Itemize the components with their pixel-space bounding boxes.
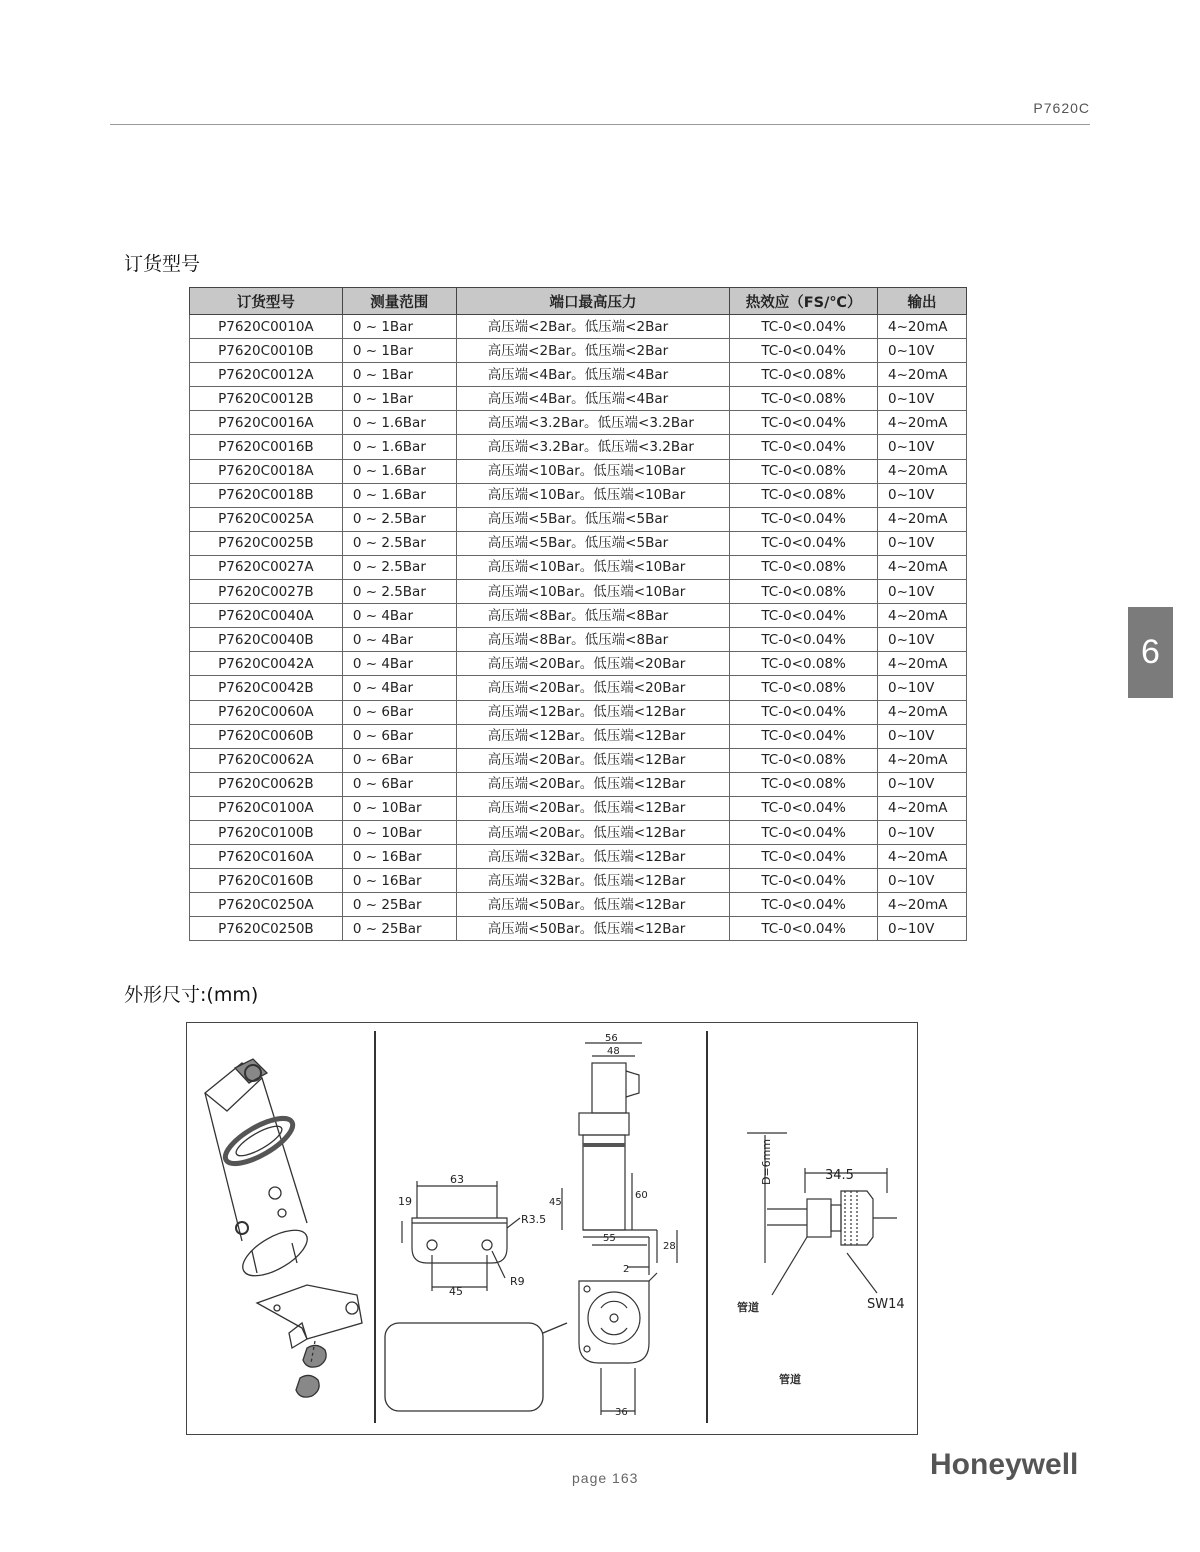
cell-model: P7620C0250A [190, 893, 343, 917]
cell-output: 0~10V [878, 387, 967, 411]
cell-max-pressure: 高压端<10Bar。低压端<10Bar [456, 580, 730, 604]
cell-max-pressure: 高压端<3.2Bar。低压端<3.2Bar [456, 435, 730, 459]
cell-max-pressure: 高压端<50Bar。低压端<12Bar [456, 917, 730, 941]
cell-max-pressure: 高压端<10Bar。低压端<10Bar [456, 459, 730, 483]
cell-max-pressure: 高压端<12Bar。低压端<12Bar [456, 700, 730, 724]
cell-output: 0~10V [878, 483, 967, 507]
cell-model: P7620C0042B [190, 676, 343, 700]
cell-max-pressure: 高压端<20Bar。低压端<12Bar [456, 820, 730, 844]
table-row [190, 893, 967, 917]
cell-model: P7620C0160B [190, 869, 343, 893]
cell-output: 4~20mA [878, 604, 967, 628]
header-model: 订货型号 [190, 288, 343, 315]
cell-max-pressure: 高压端<2Bar。低压端<2Bar [456, 315, 730, 339]
document-code: P7620C [1033, 100, 1090, 116]
cell-thermal-effect: TC-0<0.04% [730, 435, 878, 459]
cell-max-pressure: 高压端<8Bar。低压端<8Bar [456, 628, 730, 652]
cell-model: P7620C0016B [190, 435, 343, 459]
table-row [190, 604, 967, 628]
cell-thermal-effect: TC-0<0.08% [730, 483, 878, 507]
table-row [190, 435, 967, 459]
bracket-front-view [402, 1181, 520, 1291]
cell-range: 0 ~ 25Bar [342, 917, 456, 941]
cell-thermal-effect: TC-0<0.04% [730, 724, 878, 748]
cell-output: 4~20mA [878, 411, 967, 435]
cell-range: 0 ~ 1.6Bar [342, 459, 456, 483]
dim-diameter: D=6mm [760, 1138, 773, 1185]
cell-max-pressure: 高压端<20Bar。低压端<12Bar [456, 772, 730, 796]
cell-max-pressure: 高压端<20Bar。低压端<12Bar [456, 796, 730, 820]
cell-thermal-effect: TC-0<0.04% [730, 820, 878, 844]
table-row [190, 628, 967, 652]
cell-model: P7620C0018B [190, 483, 343, 507]
ordering-section-title: 订货型号 [124, 253, 201, 275]
cell-range: 0 ~ 1Bar [342, 363, 456, 387]
label-pipe-upper: 管道 [737, 1301, 759, 1314]
table-row [190, 315, 967, 339]
dim-sw14: SW14 [867, 1297, 905, 1312]
cell-output: 4~20mA [878, 748, 967, 772]
cell-max-pressure: 高压端<3.2Bar。低压端<3.2Bar [456, 411, 730, 435]
cell-thermal-effect: TC-0<0.08% [730, 580, 878, 604]
cell-output: 4~20mA [878, 459, 967, 483]
cell-output: 0~10V [878, 628, 967, 652]
cell-range: 0 ~ 6Bar [342, 748, 456, 772]
table-row [190, 700, 967, 724]
cell-thermal-effect: TC-0<0.04% [730, 628, 878, 652]
dim-60: 60 [635, 1190, 648, 1201]
cell-model: P7620C0250B [190, 917, 343, 941]
page-number: page 163 [572, 1470, 639, 1486]
cell-output: 4~20mA [878, 893, 967, 917]
cell-thermal-effect: TC-0<0.04% [730, 411, 878, 435]
cell-model: P7620C0018A [190, 459, 343, 483]
dimension-drawing-svg [187, 1023, 917, 1434]
cell-model: P7620C0062A [190, 748, 343, 772]
table-row [190, 339, 967, 363]
cell-model: P7620C0027B [190, 580, 343, 604]
table-row [190, 869, 967, 893]
cell-range: 0 ~ 2.5Bar [342, 531, 456, 555]
table-row [190, 652, 967, 676]
table-row [190, 459, 967, 483]
table-row [190, 724, 967, 748]
cell-thermal-effect: TC-0<0.08% [730, 363, 878, 387]
cell-max-pressure: 高压端<5Bar。低压端<5Bar [456, 531, 730, 555]
header-output: 输出 [878, 288, 967, 315]
dim-19: 19 [398, 1195, 412, 1208]
cell-max-pressure: 高压端<20Bar。低压端<20Bar [456, 652, 730, 676]
cell-max-pressure: 高压端<20Bar。低压端<20Bar [456, 676, 730, 700]
cell-thermal-effect: TC-0<0.08% [730, 387, 878, 411]
header-thermal-effect: 热效应（FS/℃） [730, 288, 878, 315]
cell-range: 0 ~ 16Bar [342, 845, 456, 869]
cell-output: 4~20mA [878, 796, 967, 820]
ordering-table [189, 287, 967, 941]
transmitter-sketch [205, 1059, 362, 1397]
cell-range: 0 ~ 1.6Bar [342, 435, 456, 459]
cell-thermal-effect: TC-0<0.08% [730, 748, 878, 772]
table-row [190, 387, 967, 411]
cell-max-pressure: 高压端<2Bar。低压端<2Bar [456, 339, 730, 363]
cell-output: 4~20mA [878, 363, 967, 387]
cell-range: 0 ~ 16Bar [342, 869, 456, 893]
cell-model: P7620C0040B [190, 628, 343, 652]
table-row [190, 796, 967, 820]
dim-2: 2 [623, 1264, 630, 1275]
cell-range: 0 ~ 2.5Bar [342, 580, 456, 604]
cell-range: 0 ~ 25Bar [342, 893, 456, 917]
dim-63: 63 [450, 1173, 464, 1186]
cell-model: P7620C0010B [190, 339, 343, 363]
cell-model: P7620C0062B [190, 772, 343, 796]
cell-output: 4~20mA [878, 700, 967, 724]
cell-thermal-effect: TC-0<0.04% [730, 869, 878, 893]
cell-output: 0~10V [878, 869, 967, 893]
cell-max-pressure: 高压端<4Bar。低压端<4Bar [456, 387, 730, 411]
cell-thermal-effect: TC-0<0.04% [730, 604, 878, 628]
cell-range: 0 ~ 2.5Bar [342, 555, 456, 579]
cell-thermal-effect: TC-0<0.08% [730, 772, 878, 796]
dim-45: 45 [449, 1285, 463, 1298]
cell-range: 0 ~ 6Bar [342, 724, 456, 748]
cell-output: 0~10V [878, 435, 967, 459]
cell-thermal-effect: TC-0<0.04% [730, 917, 878, 941]
cell-thermal-effect: TC-0<0.08% [730, 555, 878, 579]
cell-output: 0~10V [878, 917, 967, 941]
cell-model: P7620C0100A [190, 796, 343, 820]
cell-output: 0~10V [878, 580, 967, 604]
cell-output: 0~10V [878, 676, 967, 700]
dim-56: 56 [605, 1033, 618, 1044]
cell-range: 0 ~ 4Bar [342, 628, 456, 652]
table-row [190, 917, 967, 941]
dim-r9: R9 [510, 1275, 525, 1288]
header-max-pressure: 端口最高压力 [456, 288, 730, 315]
table-row [190, 748, 967, 772]
cell-model: P7620C0025B [190, 531, 343, 555]
cell-max-pressure: 高压端<32Bar。低压端<12Bar [456, 869, 730, 893]
cell-max-pressure: 高压端<10Bar。低压端<10Bar [456, 555, 730, 579]
cell-model: P7620C0016A [190, 411, 343, 435]
cell-output: 0~10V [878, 531, 967, 555]
table-body [190, 315, 967, 941]
table-header [190, 288, 967, 315]
cell-thermal-effect: TC-0<0.04% [730, 531, 878, 555]
table-row [190, 507, 967, 531]
cell-model: P7620C0012B [190, 387, 343, 411]
cell-thermal-effect: TC-0<0.04% [730, 845, 878, 869]
cell-thermal-effect: TC-0<0.04% [730, 507, 878, 531]
cell-thermal-effect: TC-0<0.04% [730, 796, 878, 820]
cell-model: P7620C0012A [190, 363, 343, 387]
transmitter-side-view [562, 1043, 677, 1275]
cell-max-pressure: 高压端<8Bar。低压端<8Bar [456, 604, 730, 628]
table-row [190, 411, 967, 435]
dim-345: 34.5 [825, 1168, 854, 1183]
cell-thermal-effect: TC-0<0.04% [730, 339, 878, 363]
cell-range: 0 ~ 1.6Bar [342, 411, 456, 435]
cell-range: 0 ~ 6Bar [342, 700, 456, 724]
cell-model: P7620C0160A [190, 845, 343, 869]
cell-model: P7620C0100B [190, 820, 343, 844]
cell-model: P7620C0042A [190, 652, 343, 676]
cell-model: P7620C0060A [190, 700, 343, 724]
cell-thermal-effect: TC-0<0.08% [730, 652, 878, 676]
cell-thermal-effect: TC-0<0.04% [730, 700, 878, 724]
dim-45-side: 45 [549, 1197, 562, 1208]
cell-thermal-effect: TC-0<0.04% [730, 893, 878, 917]
cell-output: 4~20mA [878, 555, 967, 579]
cell-model: P7620C0010A [190, 315, 343, 339]
table-row [190, 555, 967, 579]
header-divider [110, 124, 1090, 125]
cell-range: 0 ~ 6Bar [342, 772, 456, 796]
dim-36: 36 [615, 1407, 628, 1418]
dim-55: 55 [603, 1233, 616, 1244]
cell-model: P7620C0060B [190, 724, 343, 748]
chapter-tab: 6 [1128, 607, 1173, 698]
cell-model: P7620C0025A [190, 507, 343, 531]
cell-range: 0 ~ 4Bar [342, 652, 456, 676]
label-pipe-lower: 管道 [779, 1373, 801, 1386]
dimension-drawing [186, 1022, 918, 1435]
cell-range: 0 ~ 10Bar [342, 820, 456, 844]
dim-28: 28 [663, 1241, 676, 1252]
cell-max-pressure: 高压端<32Bar。低压端<12Bar [456, 845, 730, 869]
cell-output: 0~10V [878, 339, 967, 363]
cell-max-pressure: 高压端<50Bar。低压端<12Bar [456, 893, 730, 917]
cell-range: 0 ~ 1Bar [342, 339, 456, 363]
mounting-label-plate [385, 1323, 567, 1411]
table-row [190, 845, 967, 869]
cell-thermal-effect: TC-0<0.04% [730, 315, 878, 339]
cell-range: 0 ~ 4Bar [342, 676, 456, 700]
cell-thermal-effect: TC-0<0.08% [730, 676, 878, 700]
table-row [190, 363, 967, 387]
cell-model: P7620C0040A [190, 604, 343, 628]
table-row [190, 676, 967, 700]
cell-range: 0 ~ 1Bar [342, 315, 456, 339]
cell-max-pressure: 高压端<4Bar。低压端<4Bar [456, 363, 730, 387]
cell-range: 0 ~ 10Bar [342, 796, 456, 820]
cell-output: 4~20mA [878, 507, 967, 531]
cell-output: 0~10V [878, 820, 967, 844]
header-range: 测量范围 [342, 288, 456, 315]
table-row [190, 483, 967, 507]
cell-range: 0 ~ 1Bar [342, 387, 456, 411]
cell-range: 0 ~ 1.6Bar [342, 483, 456, 507]
cell-max-pressure: 高压端<12Bar。低压端<12Bar [456, 724, 730, 748]
cell-output: 4~20mA [878, 652, 967, 676]
cell-range: 0 ~ 2.5Bar [342, 507, 456, 531]
cell-range: 0 ~ 4Bar [342, 604, 456, 628]
table-row [190, 531, 967, 555]
cell-output: 0~10V [878, 772, 967, 796]
cell-max-pressure: 高压端<10Bar。低压端<10Bar [456, 483, 730, 507]
table-row [190, 820, 967, 844]
dimensions-section-title: 外形尺寸:(mm) [124, 984, 259, 1006]
cell-output: 4~20mA [878, 845, 967, 869]
dim-r35: R3.5 [521, 1213, 547, 1226]
table-row [190, 772, 967, 796]
bracket-base-view [579, 1273, 657, 1415]
cell-output: 0~10V [878, 724, 967, 748]
cell-output: 4~20mA [878, 315, 967, 339]
cell-max-pressure: 高压端<20Bar。低压端<12Bar [456, 748, 730, 772]
cell-thermal-effect: TC-0<0.08% [730, 459, 878, 483]
cell-max-pressure: 高压端<5Bar。低压端<5Bar [456, 507, 730, 531]
table-row [190, 580, 967, 604]
dim-48: 48 [607, 1046, 620, 1057]
cell-model: P7620C0027A [190, 555, 343, 579]
honeywell-logo: Honeywell [930, 1448, 1079, 1481]
